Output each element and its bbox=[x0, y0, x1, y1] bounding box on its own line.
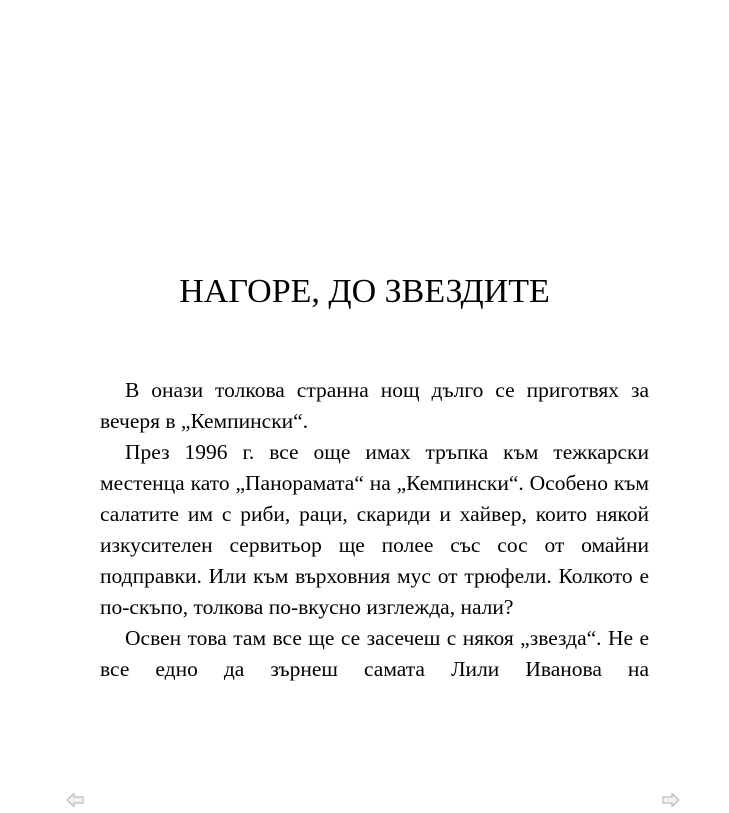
arrow-left-icon bbox=[66, 792, 84, 808]
previous-page-button[interactable] bbox=[66, 792, 84, 808]
paragraph-2: През 1996 г. все още имах тръпка към тежкарски местенца като „Панорамата“ на „Кемпински“. Особено към салатите им с риби, раци, скариди и хайвер, които някой изкусителен сервитьор ще полее със сос от омайни подправки. Или към върховния мус от трюфели. Колкото е по-скъпо, толкова по-вкусно изглежда, нали? bbox=[100, 440, 649, 619]
next-page-button[interactable] bbox=[662, 792, 680, 808]
paragraph-1: В онази толкова странна нощ дълго се приготвях за вечеря в „Кемпински“. bbox=[100, 378, 649, 433]
paragraph-3: Освен това там все ще се засечеш с някоя „звезда“. Не е все едно да зърнеш самата Лили Иванова на bbox=[100, 626, 649, 681]
chapter-title: НАГОРЕ, ДО ЗВЕЗДИТЕ bbox=[179, 273, 550, 310]
arrow-right-icon bbox=[662, 792, 680, 808]
chapter-body bbox=[100, 375, 649, 685]
